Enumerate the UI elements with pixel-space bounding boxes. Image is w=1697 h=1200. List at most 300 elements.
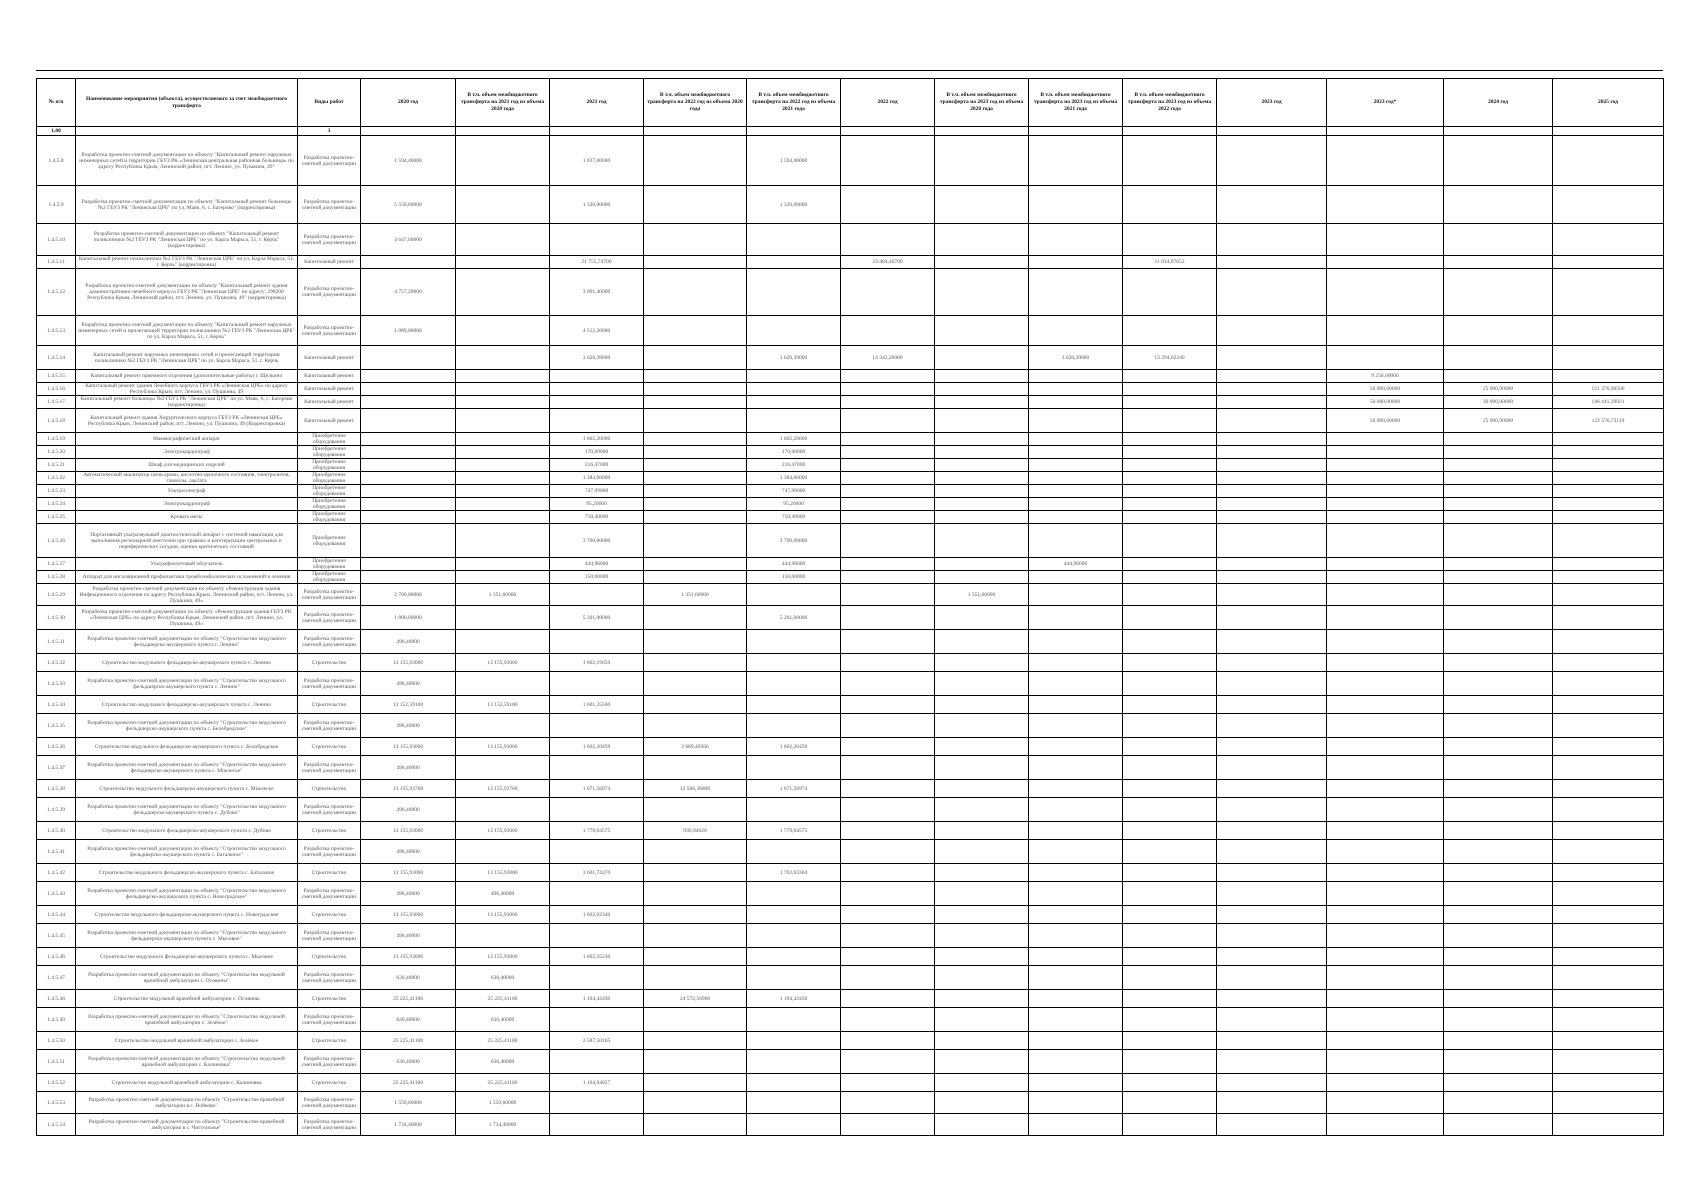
amount-cell: [1029, 1050, 1123, 1074]
table-row: [37, 256, 1664, 269]
row-number: 1.4.5.9: [37, 186, 76, 224]
amount-cell: [1327, 186, 1444, 224]
amount-cell: [935, 948, 1029, 966]
amount-cell: [361, 383, 456, 396]
amount-cell: [935, 822, 1029, 840]
activity-name: Разработка проектно-сметной документации по объекту "Строительство модульного фельдшерско-акушерского пункта с. Батальное": [76, 840, 298, 864]
amount-cell: 5 550,60000: [361, 186, 456, 224]
amount-cell: 11 034,07653: [1123, 256, 1217, 269]
row-number: 1.4.5.33: [37, 672, 76, 696]
amount-cell: [1444, 485, 1553, 498]
amount-cell: [644, 654, 747, 672]
amount-cell: [1123, 498, 1217, 511]
amount-cell: [1553, 906, 1664, 924]
amount-cell: 25 225,41100: [456, 990, 550, 1008]
amount-cell: [1217, 459, 1327, 472]
amount-cell: [644, 433, 747, 446]
amount-cell: [935, 558, 1029, 571]
table-row: [37, 558, 1664, 571]
amount-cell: [1327, 316, 1444, 346]
amount-cell: [1444, 256, 1553, 269]
amount-cell: 1 620,39000: [747, 346, 841, 370]
amount-cell: [644, 924, 747, 948]
amount-cell: [644, 966, 747, 990]
amount-cell: [935, 606, 1029, 630]
amount-cell: [935, 485, 1029, 498]
activity-name: Капитальный ремонт наружных инженерных сетей и прилегающей территории поликлиники №2 ГБУЗ РК "Ленинская ЦРБ" по ул. Карла Маркса, 51, г. Керчь: [76, 346, 298, 370]
column-number: [1217, 127, 1327, 136]
work-type: Разработка проектно-сметной документации: [298, 630, 361, 654]
amount-cell: [1444, 606, 1553, 630]
amount-cell: [1553, 948, 1664, 966]
amount-cell: [1553, 654, 1664, 672]
amount-cell: [1444, 780, 1553, 798]
amount-cell: 1 602,20459: [747, 738, 841, 756]
amount-cell: [1327, 269, 1444, 316]
amount-cell: [1123, 1074, 1217, 1092]
column-header: В т.ч. объем межбюджетного трансферта на 2023 год из объема 2022 года: [1123, 79, 1217, 127]
amount-cell: [1217, 1050, 1327, 1074]
column-header: В т.ч. объем межбюджетного трансферта на 2021 год из объема 2020 года: [456, 79, 550, 127]
amount-cell: [1327, 840, 1444, 864]
activity-name: Капитальный ремонт приемного отделения (дополнительные работы) г. Щёлкино: [76, 370, 298, 383]
amount-cell: 1 089,00000: [361, 316, 456, 346]
amount-cell: [935, 524, 1029, 558]
amount-cell: [1217, 966, 1327, 990]
activity-name: Разработка проектно-сметной документации по объекту "Строительство модульной врачебной амбулатории с. Зелёное": [76, 1008, 298, 1032]
table-row: [37, 1008, 1664, 1032]
amount-cell: [1444, 1114, 1553, 1136]
column-number: [1444, 127, 1553, 136]
amount-cell: 13 155,93000: [361, 738, 456, 756]
amount-cell: [1444, 346, 1553, 370]
amount-cell: [550, 409, 644, 433]
amount-cell: [1123, 446, 1217, 459]
work-type: Строительство: [298, 696, 361, 714]
amount-cell: [550, 714, 644, 738]
amount-cell: [456, 409, 550, 433]
amount-cell: [1444, 924, 1553, 948]
amount-cell: 13 155,93000: [456, 948, 550, 966]
amount-cell: [644, 672, 747, 696]
amount-cell: 25 225,41100: [456, 1032, 550, 1050]
amount-cell: 1 594,40000: [361, 136, 456, 186]
table-row: [37, 584, 1664, 606]
amount-cell: [1029, 269, 1123, 316]
amount-cell: [1444, 906, 1553, 924]
amount-cell: [935, 186, 1029, 224]
work-type: Разработка проектно-сметной документации: [298, 1114, 361, 1136]
amount-cell: [361, 459, 456, 472]
amount-cell: [1327, 1114, 1444, 1136]
amount-cell: [1553, 472, 1664, 485]
amount-cell: [841, 383, 935, 396]
row-number: 1.4.5.38: [37, 780, 76, 798]
activity-name: Электрокардиограф: [76, 446, 298, 459]
amount-cell: 25 225,41100: [361, 990, 456, 1008]
amount-cell: [935, 316, 1029, 346]
table-row: [37, 840, 1664, 864]
work-type: Разработка проектно-сметной документации: [298, 966, 361, 990]
activity-name: Ультрасонограф: [76, 485, 298, 498]
amount-cell: 12 506,36800: [644, 780, 747, 798]
amount-cell: [1123, 714, 1217, 738]
amount-cell: [841, 584, 935, 606]
amount-cell: [935, 446, 1029, 459]
amount-cell: [841, 409, 935, 433]
amount-cell: [841, 990, 935, 1008]
amount-cell: 13 152,59100: [361, 696, 456, 714]
amount-cell: 25 225,41100: [361, 1032, 456, 1050]
amount-cell: [1327, 511, 1444, 524]
amount-cell: [1123, 606, 1217, 630]
amount-cell: 95,20000: [747, 498, 841, 511]
column-header: 2023 год: [1217, 79, 1327, 127]
amount-cell: [935, 433, 1029, 446]
amount-cell: [456, 224, 550, 256]
amount-cell: 930,94020: [644, 822, 747, 840]
column-number: [841, 127, 935, 136]
amount-cell: [456, 459, 550, 472]
amount-cell: [644, 269, 747, 316]
amount-cell: [841, 672, 935, 696]
amount-cell: 1 104,42450: [550, 990, 644, 1008]
amount-cell: [1123, 1032, 1217, 1050]
amount-cell: [1553, 738, 1664, 756]
work-type: Приобретение оборудования: [298, 571, 361, 584]
work-type: Разработка проектно-сметной документации: [298, 1092, 361, 1114]
table-row: [37, 966, 1664, 990]
activity-name: Портативный ультразвуковой диагностический аппарат с системой навигации для выполнения регионарной анестезии при травмах и катетеризации центральных и периферических сосудов, оценки критических состояний: [76, 524, 298, 558]
amount-cell: [1444, 1008, 1553, 1032]
amount-cell: [1327, 630, 1444, 654]
activity-name: Разработка проектно-сметной документации по объекту «Реконструкция здания ГБУЗ РК «Ленинская ЦРБ» по адресу Республика Крым, Ленинский район, пгт. Ленино, ул. Пушкина, 49»: [76, 606, 298, 630]
work-type: Разработка проектно-сметной документации: [298, 1050, 361, 1074]
amount-cell: [1123, 370, 1217, 383]
work-type: Капитальный ремонт: [298, 409, 361, 433]
amount-cell: [1123, 472, 1217, 485]
amount-cell: [1123, 990, 1217, 1008]
table-row: [37, 630, 1664, 654]
amount-cell: [841, 498, 935, 511]
amount-cell: [1217, 822, 1327, 840]
activity-name: Кровать-весы: [76, 511, 298, 524]
amount-cell: [841, 906, 935, 924]
amount-cell: [1444, 511, 1553, 524]
amount-cell: [841, 472, 935, 485]
amount-cell: [1327, 524, 1444, 558]
amount-cell: [550, 1114, 644, 1136]
table-row: [37, 346, 1664, 370]
table-row: [37, 409, 1664, 433]
amount-cell: 630,40000: [361, 1008, 456, 1032]
spreadsheet: [36, 78, 1663, 1136]
column-number: [456, 127, 550, 136]
activity-name: Строительство модульного фельдшерско-акушерского пункта с. Дубово: [76, 822, 298, 840]
amount-cell: [841, 524, 935, 558]
amount-cell: 3 601,74370: [550, 864, 644, 882]
column-header: 2020 год: [361, 79, 456, 127]
amount-cell: [935, 511, 1029, 524]
amount-cell: [1327, 346, 1444, 370]
row-number: 1.4.5.12: [37, 269, 76, 316]
work-type: Приобретение оборудования: [298, 459, 361, 472]
amount-cell: [1444, 558, 1553, 571]
row-number: 1.4.5.13: [37, 316, 76, 346]
table-row: [37, 948, 1664, 966]
amount-cell: 1 351,60000: [644, 584, 747, 606]
table-row: [37, 1092, 1664, 1114]
amount-cell: [1029, 738, 1123, 756]
amount-cell: [456, 256, 550, 269]
amount-cell: [935, 630, 1029, 654]
amount-cell: [935, 906, 1029, 924]
amount-cell: [841, 316, 935, 346]
amount-cell: 151 376,96500: [1553, 383, 1664, 396]
amount-cell: [1123, 798, 1217, 822]
amount-cell: [456, 498, 550, 511]
amount-cell: [644, 1074, 747, 1092]
amount-cell: [935, 1008, 1029, 1032]
amount-cell: 2 587,50165: [550, 1032, 644, 1050]
amount-cell: [1123, 672, 1217, 696]
amount-cell: [1217, 186, 1327, 224]
amount-cell: 1 320,00000: [550, 186, 644, 224]
row-number: 1.4.5.17: [37, 396, 76, 409]
amount-cell: [747, 882, 841, 906]
amount-cell: [1444, 224, 1553, 256]
amount-cell: [1123, 1092, 1217, 1114]
row-number: 1.4.5.27: [37, 558, 76, 571]
amount-cell: [1444, 1092, 1553, 1114]
amount-cell: [1029, 383, 1123, 396]
amount-cell: [935, 798, 1029, 822]
amount-cell: 496,40000: [361, 798, 456, 822]
amount-cell: [456, 446, 550, 459]
amount-cell: [1123, 738, 1217, 756]
amount-cell: [1553, 840, 1664, 864]
row-number: 1.4.5.35: [37, 714, 76, 738]
amount-cell: [644, 1032, 747, 1050]
amount-cell: [1553, 966, 1664, 990]
amount-cell: 710,40000: [550, 511, 644, 524]
column-number: [1029, 127, 1123, 136]
work-type: Приобретение оборудования: [298, 511, 361, 524]
amount-cell: 3 700,00000: [550, 524, 644, 558]
amount-cell: [747, 798, 841, 822]
amount-cell: [361, 433, 456, 446]
table-row: [37, 433, 1664, 446]
amount-cell: [841, 269, 935, 316]
amount-cell: [1123, 1050, 1217, 1074]
activity-name: Капитальный ремонт больницы №2 ГБУЗ РК "Ленинская ЦРБ" по ул. Маяк, 6, с. Багерово (корректировка): [76, 396, 298, 409]
amount-cell: 14 342,20000: [841, 346, 935, 370]
amount-cell: [935, 269, 1029, 316]
amount-cell: [1217, 798, 1327, 822]
amount-cell: [1553, 346, 1664, 370]
amount-cell: [550, 882, 644, 906]
amount-cell: [1217, 606, 1327, 630]
amount-cell: [841, 485, 935, 498]
activity-name: Строительство модульного фельдшерско-акушерского пункта с. Новоградское: [76, 906, 298, 924]
amount-cell: [1553, 459, 1664, 472]
amount-cell: [1327, 948, 1444, 966]
amount-cell: [456, 186, 550, 224]
amount-cell: [1123, 924, 1217, 948]
work-type: Разработка проектно-сметной документации: [298, 1008, 361, 1032]
amount-cell: [1327, 654, 1444, 672]
amount-cell: [361, 485, 456, 498]
work-type: Разработка проектно-сметной документации: [298, 316, 361, 346]
amount-cell: [456, 524, 550, 558]
amount-cell: [644, 370, 747, 383]
amount-cell: [841, 738, 935, 756]
amount-cell: 630,40000: [456, 1008, 550, 1032]
work-type: Строительство: [298, 654, 361, 672]
amount-cell: 1 384,00000: [747, 472, 841, 485]
amount-cell: [1029, 654, 1123, 672]
row-number: 1.4.5.32: [37, 654, 76, 672]
amount-cell: [1553, 714, 1664, 738]
amount-cell: [1123, 1114, 1217, 1136]
amount-cell: [1444, 714, 1553, 738]
amount-cell: [1444, 186, 1553, 224]
amount-cell: 25 225,41100: [456, 1074, 550, 1092]
amount-cell: [1217, 654, 1327, 672]
column-header: 2022 год: [841, 79, 935, 127]
column-number: [935, 127, 1029, 136]
amount-cell: [361, 472, 456, 485]
amount-cell: [747, 370, 841, 383]
amount-cell: [1217, 370, 1327, 383]
amount-cell: [841, 1032, 935, 1050]
amount-cell: [1217, 1114, 1327, 1136]
amount-cell: [747, 924, 841, 948]
amount-cell: [1444, 1032, 1553, 1050]
amount-cell: [841, 446, 935, 459]
amount-cell: [1553, 864, 1664, 882]
work-type: Строительство: [298, 864, 361, 882]
work-type: Приобретение оборудования: [298, 558, 361, 571]
amount-cell: [747, 756, 841, 780]
amount-cell: [1029, 433, 1123, 446]
work-type: Приобретение оборудования: [298, 485, 361, 498]
table-row: [37, 864, 1664, 882]
amount-cell: [1553, 498, 1664, 511]
amount-cell: [456, 714, 550, 738]
amount-cell: [1123, 269, 1217, 316]
amount-cell: 13 155,93768: [361, 780, 456, 798]
amount-cell: 1 550,60000: [361, 1092, 456, 1114]
amount-cell: [361, 511, 456, 524]
amount-cell: [644, 224, 747, 256]
amount-cell: 496,40000: [361, 882, 456, 906]
amount-cell: [1217, 864, 1327, 882]
amount-cell: [841, 459, 935, 472]
amount-cell: [644, 186, 747, 224]
amount-cell: [841, 396, 935, 409]
row-number: 1.4.5.39: [37, 798, 76, 822]
column-number: [550, 127, 644, 136]
activity-name: Разработка проектно-сметной документации по объекту "Строительство модульного фельдшерско-акушерского пункта с. Дубово": [76, 798, 298, 822]
amount-cell: [1123, 822, 1217, 840]
table-row: [37, 714, 1664, 738]
amount-cell: [361, 256, 456, 269]
amount-cell: 1 665,20000: [550, 433, 644, 446]
amount-cell: 1 351,60000: [935, 584, 1029, 606]
amount-cell: [1123, 584, 1217, 606]
amount-cell: [1029, 1114, 1123, 1136]
amount-cell: [644, 840, 747, 864]
amount-cell: [1444, 446, 1553, 459]
amount-cell: 1 550,60000: [456, 1092, 550, 1114]
column-number: 1,00: [37, 127, 76, 136]
amount-cell: [1217, 136, 1327, 186]
table-row: [37, 571, 1664, 584]
amount-cell: 13 155,93768: [456, 780, 550, 798]
activity-name: Разработка проектно-сметной документации по объекту "Строительство модульного фельдшерско-акушерского пункта с. Новоградское": [76, 882, 298, 906]
table-row: [37, 822, 1664, 840]
amount-cell: [1123, 654, 1217, 672]
activity-name: Капитальный ремонт здания Лечебного корпуса ГБУЗ РК «Ленинская ЦРБ» по адресу Республика Крым, пгт. Ленино, ул. Пушкина, 49: [76, 383, 298, 396]
amount-cell: [1327, 990, 1444, 1008]
amount-cell: [1327, 256, 1444, 269]
amount-cell: [841, 1074, 935, 1092]
top-border-line: [36, 70, 1663, 71]
amount-cell: 3 001,40000: [550, 269, 644, 316]
row-number: 1.4.5.22: [37, 472, 76, 485]
amount-cell: [747, 316, 841, 346]
amount-cell: 1 104,94057: [550, 1074, 644, 1092]
table-row: [37, 186, 1664, 224]
amount-cell: [1029, 1008, 1123, 1032]
amount-cell: 444,96000: [1029, 558, 1123, 571]
amount-cell: 13 155,93000: [361, 906, 456, 924]
amount-cell: [1553, 1092, 1664, 1114]
amount-cell: [1123, 1008, 1217, 1032]
amount-cell: [1217, 433, 1327, 446]
amount-cell: [935, 396, 1029, 409]
amount-cell: [1327, 822, 1444, 840]
amount-cell: [841, 1114, 935, 1136]
amount-cell: [644, 396, 747, 409]
amount-cell: [1553, 630, 1664, 654]
amount-cell: [747, 584, 841, 606]
amount-cell: [361, 396, 456, 409]
row-number: 1.4.5.25: [37, 511, 76, 524]
amount-cell: [935, 472, 1029, 485]
work-type: Капитальный ремонт: [298, 370, 361, 383]
amount-cell: [1123, 224, 1217, 256]
amount-cell: [1444, 584, 1553, 606]
amount-cell: [1327, 1092, 1444, 1114]
amount-cell: [935, 864, 1029, 882]
amount-cell: [1444, 840, 1553, 864]
amount-cell: [935, 498, 1029, 511]
activity-name: Капитальный ремонт поликлиники №2 ГБУЗ РК "Ленинская ЦРБ" по ул. Карла Маркса, 51, г. Керчь" (корректировка): [76, 256, 298, 269]
amount-cell: [747, 630, 841, 654]
amount-cell: [1123, 630, 1217, 654]
budget-table: [36, 78, 1664, 1136]
amount-cell: [747, 1050, 841, 1074]
amount-cell: [1444, 630, 1553, 654]
amount-cell: [1444, 696, 1553, 714]
row-number: 1.4.5.48: [37, 990, 76, 1008]
amount-cell: [644, 346, 747, 370]
amount-cell: [1553, 696, 1664, 714]
amount-cell: [1029, 906, 1123, 924]
activity-name: Разработка проектно-сметной документации по объекту "Капитальный ремонт больницы №2 ГБУЗ РК "Ленинская ЦРБ" по ул. Маяк, 6, с. Багерово" (корректировка): [76, 186, 298, 224]
